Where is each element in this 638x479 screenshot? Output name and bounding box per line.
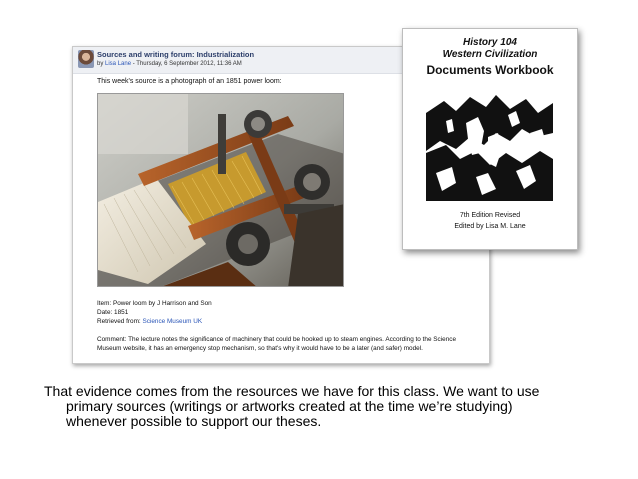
comment-text: Comment: The lecture notes the significance of machinery that could be hooked up to steam engines. According to the Science Museum website, it has an emergency stop mechanism, so that's why it would have to be a later (and safer) model. (97, 336, 457, 352)
workbook-editor: Edited by Lisa M. Lane (454, 223, 526, 230)
slide-body-text (44, 384, 604, 429)
retrieved-line (97, 317, 212, 326)
item-line: Item: Power loom by J Harrison and Son (97, 300, 212, 307)
post-date: - Thursday, 6 September 2012, 11:36 AM (131, 61, 242, 67)
workbook-edition: 7th Edition Revised (459, 212, 521, 219)
workbook-title: Documents Workbook (426, 63, 554, 77)
caption-line-1: That evidence comes from the resources we have for this class. We want to use (44, 383, 540, 399)
avatar (78, 50, 94, 68)
power-loom-photo (97, 93, 344, 287)
author-link[interactable]: Lisa Lane (105, 61, 132, 67)
post-meta-prefix: by (97, 61, 106, 67)
science-museum-link[interactable]: Science Museum UK (142, 318, 203, 326)
workbook-subject: Western Civilization (442, 49, 538, 60)
caption-line-3: whenever possible to support our theses. (66, 413, 322, 429)
cover-artwork (426, 93, 553, 201)
workbook-cover (402, 28, 578, 250)
post-meta (97, 61, 242, 67)
date-line: Date: 1851 (97, 309, 129, 317)
source-details (97, 299, 212, 327)
workbook-course: History 104 (463, 37, 517, 48)
retrieved-label: Retrieved from: (97, 318, 143, 326)
caption-line-2: primary sources (writings or artworks created at the time we’re studying) (66, 398, 513, 414)
post-title: Sources and writing forum: Industrialization (97, 50, 255, 59)
post-intro: This week's source is a photograph of an 1851 power loom: (97, 78, 282, 85)
